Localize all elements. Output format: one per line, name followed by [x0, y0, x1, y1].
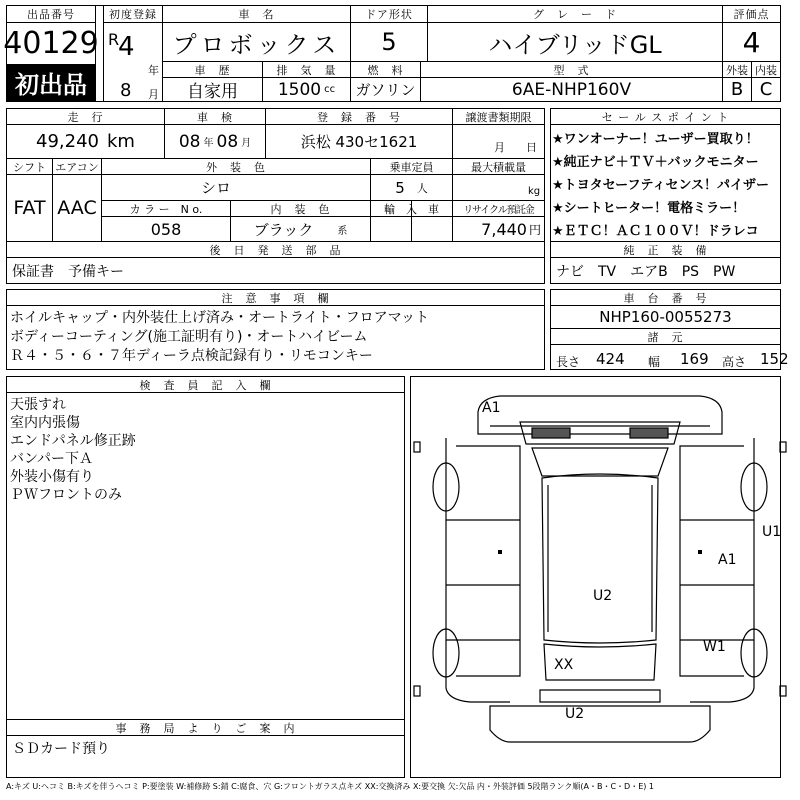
- door-type-label: ドア形状: [365, 8, 413, 21]
- history-label: 車 歴: [194, 63, 231, 77]
- model-code: 6AE-NHP160V: [511, 79, 632, 100]
- month-unit: 月: [148, 88, 159, 101]
- model-label: 型 式: [553, 63, 590, 77]
- damage-mark: U1: [762, 524, 782, 540]
- sales-point: ★ＥＴＣ！ＡＣ１００Ｖ！ドラレコ: [552, 224, 759, 239]
- max-load-label: 最大積載量: [471, 160, 526, 174]
- note-line: Ｒ４・５・６・７年ディーラ点検記録有り・リモコンキー: [10, 348, 373, 364]
- sales-point: ★純正ナビ＋ＴＶ＋バックモニター: [552, 155, 759, 170]
- lot-number: 40129: [3, 25, 99, 61]
- history: 自家用: [187, 82, 238, 102]
- shift-label: シフト: [13, 160, 46, 174]
- damage-mark: U2: [565, 706, 585, 722]
- note-line: ホイルキャップ・内外装仕上げ済み・オートライト・フロアマット: [10, 310, 430, 326]
- damage-mark: XX: [554, 657, 574, 673]
- import-label: 輸 入 車: [384, 202, 439, 216]
- equipment: ナビ TV エアB PS PW: [556, 264, 736, 280]
- first-registration-label: 初度登録: [109, 8, 157, 21]
- dimensions-label: 諸 元: [647, 330, 684, 344]
- notes: [10, 309, 429, 366]
- sales-points-label: セ ー ル ス ポ イ ン ト: [601, 110, 730, 124]
- inspector-line: バンパー下Ａ: [10, 451, 94, 467]
- shift: FAT: [13, 197, 46, 219]
- fuel: ガソリン: [355, 81, 416, 99]
- length: 424: [596, 350, 625, 368]
- chassis-number: NHP160-0055273: [599, 308, 732, 326]
- door-count: 5: [381, 28, 397, 56]
- note-line: ボディーコーティング(施工証明有り)・オートハイビーム: [10, 329, 368, 345]
- registration-year: 4: [118, 32, 135, 62]
- width: 169: [680, 350, 709, 368]
- color-no: 058: [150, 219, 182, 239]
- damage-mark: W1: [703, 639, 726, 655]
- car-name: プロボックス: [172, 30, 341, 59]
- interior-grade: C: [759, 79, 773, 100]
- grade: ハイブリッドGL: [488, 30, 662, 59]
- transfer-day-unit: 日: [526, 141, 537, 154]
- transfer-deadline-label: 譲渡書類期限: [465, 110, 532, 124]
- mileage-unit: km: [107, 131, 135, 152]
- height: 152: [760, 350, 789, 368]
- ext-color-label: 外 装 色: [206, 160, 266, 174]
- car-name-label: 車 名: [238, 8, 275, 21]
- capacity: 5 人: [395, 178, 428, 197]
- exterior-grade: B: [730, 79, 744, 100]
- sales-point: ★ワンオーナー！ユーザー買取り！: [552, 132, 759, 147]
- plate-number: 浜松 430セ1621: [300, 133, 418, 151]
- score-label: 評価点: [733, 8, 770, 21]
- displacement-unit: cc: [324, 84, 336, 95]
- height-label: 高さ: [722, 355, 747, 369]
- inspector-label: 検 査 員 記 入 欄: [139, 378, 272, 392]
- lot-number-label: 出品番号: [27, 8, 75, 21]
- int-color: ブラック 系: [253, 220, 348, 239]
- inspector-line: 室内内張傷: [10, 415, 80, 431]
- capacity-label: 乗車定員: [389, 160, 434, 174]
- plate-label: 登 録 番 号: [317, 110, 401, 124]
- office-message: ＳＤカード預り: [12, 741, 110, 757]
- transfer-month-unit: 月: [494, 141, 505, 154]
- overall-score: 4: [742, 25, 761, 59]
- displacement: 1500 cc: [277, 79, 336, 100]
- year-unit: 年: [148, 64, 159, 77]
- air-conditioner: AAC: [57, 197, 97, 219]
- int-color-label: 内 装 色: [270, 202, 331, 216]
- length-label: 長さ: [556, 355, 581, 369]
- inspection-date: 08 年 08 月: [178, 131, 252, 152]
- damage-mark: A1: [718, 552, 737, 568]
- notes-label: 注 意 事 項 欄: [221, 291, 330, 305]
- damage-mark: U2: [593, 588, 613, 604]
- ac-label: エアコン: [55, 160, 99, 174]
- exterior-grade-label: 外装: [726, 63, 748, 77]
- sales-point: ★トヨタセーフティセンス！パイザー: [552, 178, 770, 193]
- sales-points-list: [552, 128, 780, 243]
- registration-month: 8: [120, 80, 132, 101]
- inspector-line: エンドパネル修正跡: [10, 433, 136, 449]
- grade-label: グ レ ー ド: [533, 8, 617, 21]
- interior-grade-label: 内装: [755, 63, 777, 77]
- sales-point: ★シートヒーター！電格ミラー！: [552, 201, 746, 216]
- width-label: 幅: [648, 355, 661, 369]
- damage-mark: A1: [482, 400, 501, 416]
- recycle-label: リサイクル預託金: [463, 205, 534, 216]
- later-parts: 保証書 予備キー: [12, 264, 124, 280]
- color-no-label: カ ラ ー N o.: [129, 202, 203, 216]
- recycle-fee: 7,440 円: [481, 219, 541, 239]
- first-listing-badge: 初出品: [7, 64, 95, 101]
- mileage-label: 走 行: [67, 110, 104, 124]
- inspector-line: 天張すれ: [10, 397, 66, 413]
- equipment-label: 純 正 装 備: [623, 243, 708, 257]
- load-unit: kg: [528, 186, 541, 197]
- later-parts-label: 後 日 発 送 部 品: [209, 243, 342, 257]
- inspector-notes: [10, 396, 136, 504]
- ext-color: シロ: [200, 179, 231, 197]
- displacement-label: 排 気 量: [276, 63, 337, 77]
- inspection-label: 車 検: [197, 110, 233, 124]
- office-label: 事 務 局 よ り ご 案 内: [115, 721, 296, 735]
- chassis-label: 車 台 番 号: [623, 291, 708, 305]
- inspector-line: ＰＷフロントのみ: [10, 487, 122, 503]
- fuel-label: 燃 料: [367, 63, 404, 77]
- legend: A:キズ U:ヘコミ B:キズを伴うヘコミ P:要塗装 W:補修跡 S:錆 C:腐食、穴 G:フロントガラス点キズ XX:交換済み X:要交換 欠:欠品 内・外装評価 5段階ランク順(A・B・C・D・E) 1: [6, 782, 655, 791]
- mileage: 49,240 km: [36, 131, 135, 152]
- inspector-line: 外装小傷有り: [10, 469, 94, 485]
- era: R: [108, 30, 120, 49]
